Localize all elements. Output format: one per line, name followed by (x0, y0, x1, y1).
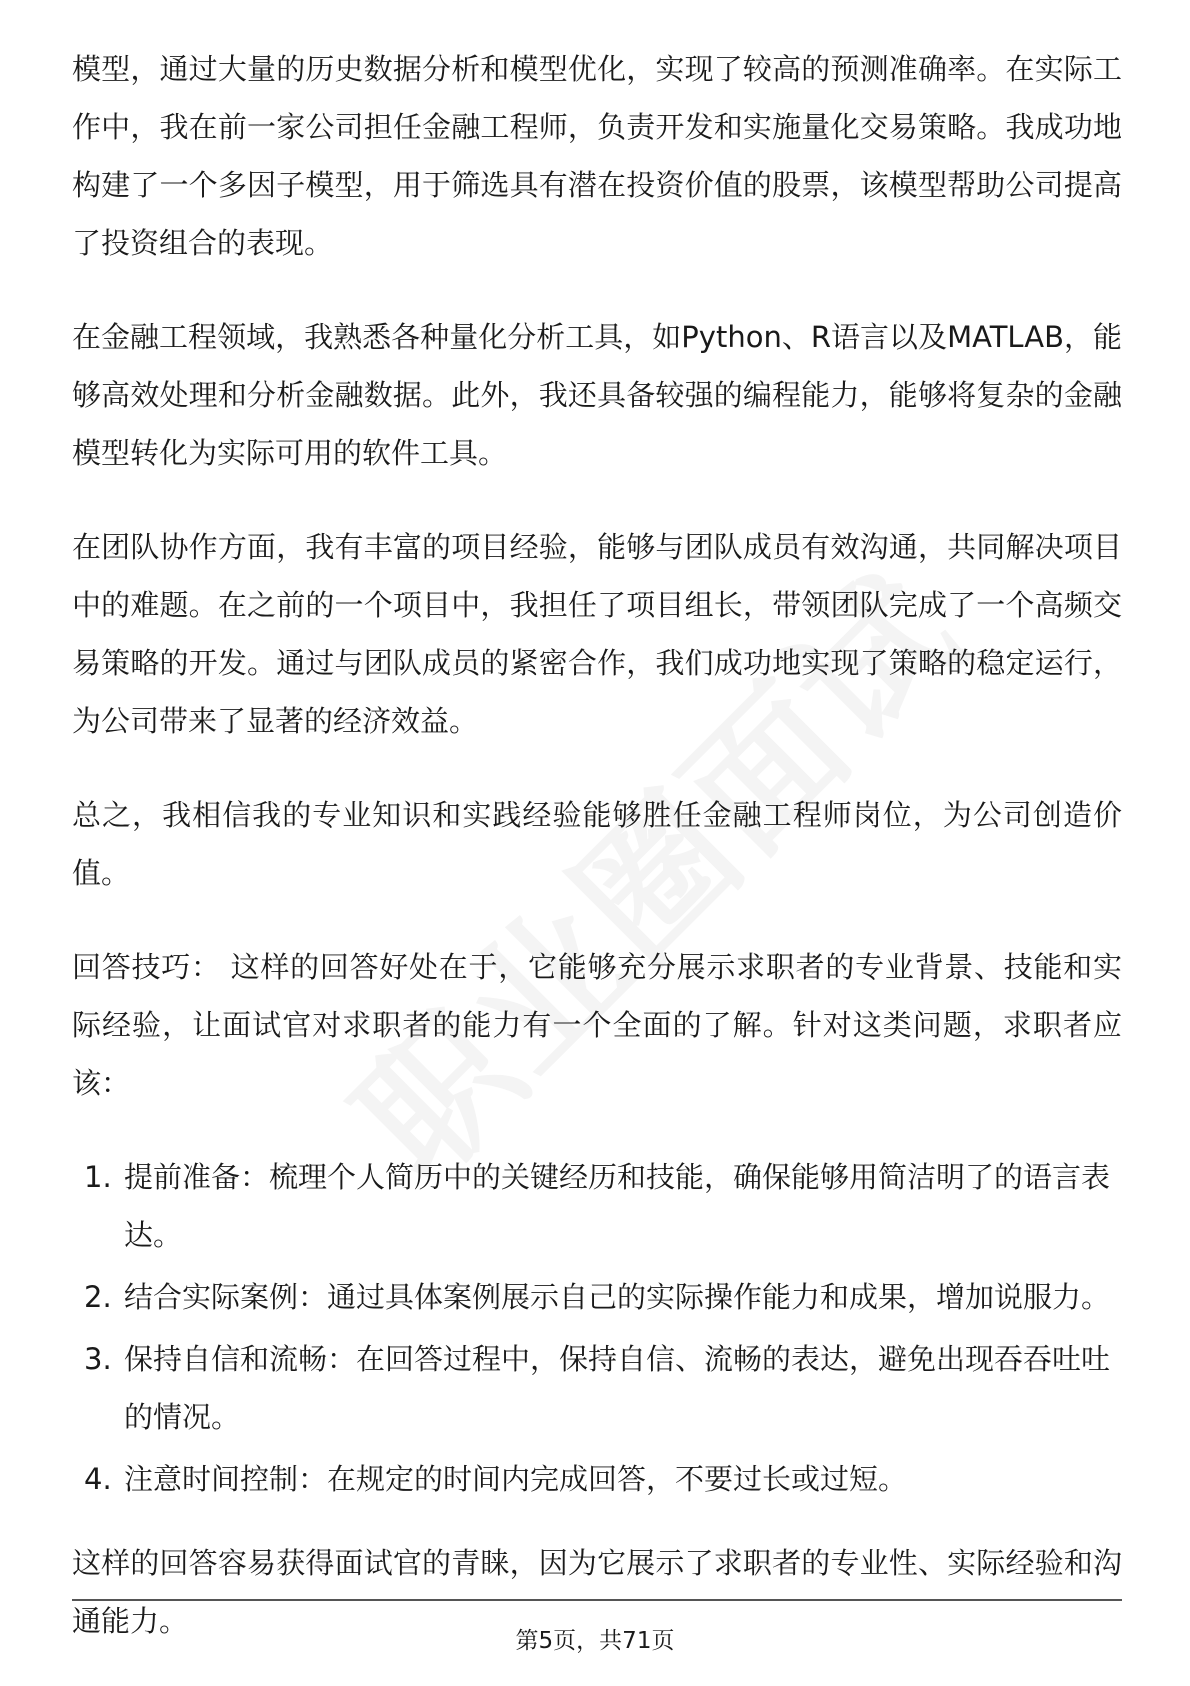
paragraph-conclusion: 这样的回答容易获得面试官的青睐，因为它展示了求职者的专业性、实际经验和沟通能力。 (72, 1546, 1122, 1638)
list-item-text: 注意时间控制：在规定的时间内完成回答，不要过长或过短。 (124, 1462, 908, 1496)
list-item (72, 1330, 1122, 1446)
paragraph-tools: 在金融工程领域，我熟悉各种量化分析工具，如Python、R语言以及MATLAB，能够高效处理和分析金融数据。此外，我还具备较强的编程能力，能够将复杂的金融模型转化为实际可用的软件工具。 (72, 320, 1122, 470)
page-number: 第5页，共71页 (515, 1628, 675, 1654)
paragraph-teamwork: 在团队协作方面，我有丰富的项目经验，能够与团队成员有效沟通，共同解决项目中的难题。在之前的一个项目中，我担任了项目组长，带领团队完成了一个高频交易策略的开发。通过与团队成员的紧密合作，我们成功地实现了策略的稳定运行，为公司带来了显著的经济效益。 (72, 530, 1122, 738)
list-item (72, 1450, 1122, 1508)
paragraph-answer-tips: 回答技巧： 这样的回答好处在于，它能够充分展示求职者的专业背景、技能和实际经验，让面试官对求职者的能力有一个全面的了解。针对这类问题，求职者应该： (72, 950, 1122, 1100)
tips-list (72, 1148, 1122, 1508)
list-item (72, 1148, 1122, 1264)
paragraph-summary: 总之，我相信我的专业知识和实践经验能够胜任金融工程师岗位，为公司创造价值。 (72, 798, 1122, 890)
list-item-number: 1. (84, 1160, 112, 1194)
list-item-text: 保持自信和流畅：在回答过程中，保持自信、流畅的表达，避免出现吞吞吐吐的情况。 (124, 1342, 1111, 1434)
list-item-text: 结合实际案例：通过具体案例展示自己的实际操作能力和成果，增加说服力。 (124, 1280, 1111, 1314)
list-item (72, 1268, 1122, 1326)
list-item-text: 提前准备：梳理个人简历中的关键经历和技能，确保能够用简洁明了的语言表达。 (124, 1160, 1111, 1252)
list-item-number: 2. (84, 1280, 112, 1314)
list-item-number: 3. (84, 1342, 112, 1376)
list-item-number: 4. (84, 1462, 112, 1496)
paragraph-experience: 模型，通过大量的历史数据分析和模型优化，实现了较高的预测准确率。在实际工作中，我在前一家公司担任金融工程师，负责开发和实施量化交易策略。我成功地构建了一个多因子模型，用于筛选具有潜在投资价值的股票，该模型帮助公司提高了投资组合的表现。 (72, 52, 1122, 260)
document-body (72, 40, 1122, 1686)
